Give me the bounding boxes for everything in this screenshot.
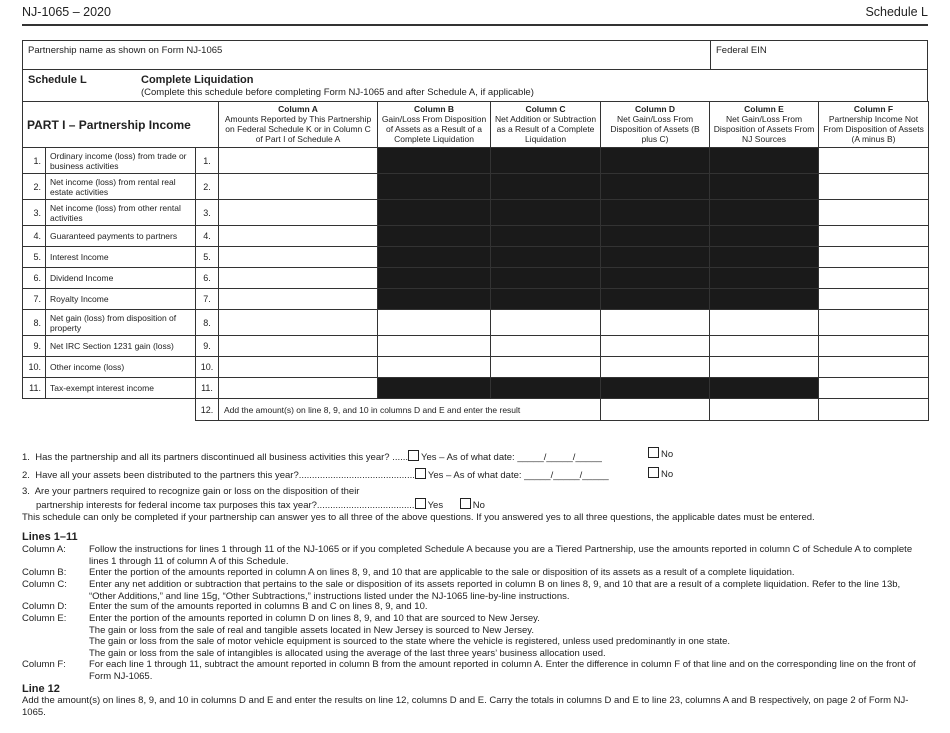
schedule-title: Complete Liquidation — [141, 74, 254, 86]
column-f-header: Column F Partnership Income Not From Disposition of Assets (A minus B) — [819, 102, 929, 148]
column-c-cell — [491, 289, 601, 310]
column-b-cell — [378, 268, 491, 289]
instruction-column-a: Column A: Follow the instructions for lines 1 through 11 of the NJ-1065 or if you completed Schedule A because you are a Tiered Partnership, use the amounts reported in column C of Schedule A to complete lines 1 through 11 of column A of this Schedule. — [22, 544, 913, 567]
line-label: Net IRC Section 1231 gain (loss) — [46, 336, 196, 357]
instruction-column-c: Column C: Enter any net addition or subtraction that pertains to the sale or disposition of its assets reported in column B on lines 8, 9, and 10 that are a result of a complete liquidation. Refer to the line 13b, “Other Additions,” and line 15g, “Other Subtractions,” instructions listed under the NJ-1065 line-by-line instructions. — [22, 579, 901, 602]
line-12-row — [23, 399, 929, 421]
line-number-box: 1. — [196, 148, 219, 174]
column-a-cell[interactable] — [219, 378, 378, 399]
column-d-cell — [601, 174, 710, 200]
q1-no-checkbox[interactable] — [648, 447, 659, 458]
column-e-cell — [710, 378, 819, 399]
column-f-cell[interactable] — [819, 357, 929, 378]
line-12-heading: Line 12 — [22, 683, 60, 695]
line-label: Other income (loss) — [46, 357, 196, 378]
column-d-cell — [601, 268, 710, 289]
column-e-cell — [710, 200, 819, 226]
q2-yes-checkbox[interactable] — [415, 468, 426, 479]
column-a-cell[interactable] — [219, 148, 378, 174]
part-title: PART I – Partnership Income — [23, 102, 219, 148]
column-e-cell — [710, 289, 819, 310]
header-name-row — [22, 40, 928, 69]
column-e-cell — [710, 268, 819, 289]
instruction-column-d: Column D: Enter the sum of the amounts reported in columns B and C on lines 8, 9, and 10. — [22, 601, 428, 612]
federal-ein-field[interactable]: Federal EIN — [710, 41, 929, 69]
column-f-cell[interactable] — [819, 336, 929, 357]
line-row — [23, 336, 929, 357]
line-12-column-f[interactable] — [819, 399, 929, 421]
line-label: Royalty Income — [46, 289, 196, 310]
column-e-header: Column E Net Gain/Loss From Disposition of Assets From NJ Sources — [710, 102, 819, 148]
line-label: Dividend Income — [46, 268, 196, 289]
column-a-cell[interactable] — [219, 268, 378, 289]
line-number-box: 11. — [196, 378, 219, 399]
schedule-note: (Complete this schedule before completing Form NJ-1065 and after Schedule A, if applicable) — [141, 87, 534, 98]
column-f-cell[interactable] — [819, 148, 929, 174]
line-row — [23, 310, 929, 336]
column-b-cell — [378, 148, 491, 174]
line-row — [23, 268, 929, 289]
line-number: 9. — [23, 336, 46, 357]
instruction-column-b: Column B: Enter the portion of the amounts reported in column A on lines 8, 9, and 10 that are applicable to the sale or disposition of its assets as a result of a complete liquidation. — [22, 567, 795, 578]
column-c-cell[interactable] — [491, 310, 601, 336]
q2-no-checkbox[interactable] — [648, 467, 659, 478]
line-number: 8. — [23, 310, 46, 336]
lines-1-11-heading: Lines 1–11 — [22, 531, 78, 543]
column-f-cell[interactable] — [819, 200, 929, 226]
column-c-cell — [491, 174, 601, 200]
column-c-cell — [491, 200, 601, 226]
schedule-label: Schedule L — [28, 74, 87, 86]
line-label: Net income (loss) from rental real estate activities — [46, 174, 196, 200]
line-number-box: 8. — [196, 310, 219, 336]
line-number-box: 3. — [196, 200, 219, 226]
column-d-cell — [601, 200, 710, 226]
top-rule — [22, 24, 928, 26]
instruction-column-e: Column E: Enter the portion of the amounts reported in column D on lines 8, 9, and 10 that are sourced to New Jersey. The gain or loss from the sale of real and tangible assets located in New Jersey is sourced to New Jersey. The gain or loss from the sale of motor vehicle equipment is sourced to the state where the vehicle is registered, unless used predominantly in one state. The gain or loss from the sale of intangibles is allocated using the average of the last three years’ business allocation used. — [22, 613, 731, 659]
instruction-line-12: Add the amount(s) on lines 8, 9, and 10 in columns D and E and enter the results on line 12, columns D and E. Carry the totals in columns D and E to line 23, columns A and B respectively, on page 2 of Form NJ-1065. — [22, 695, 909, 718]
column-b-cell — [378, 247, 491, 268]
line-number: 3. — [23, 200, 46, 226]
column-c-cell[interactable] — [491, 336, 601, 357]
line-number-box: 9. — [196, 336, 219, 357]
column-a-cell[interactable] — [219, 247, 378, 268]
column-f-cell[interactable] — [819, 310, 929, 336]
question-2: 2. Have all your assets been distributed to the partners this year?............................................ Yes – As of what date: _____/_____/_____ — [22, 470, 609, 481]
schedule-tag: Schedule L — [865, 5, 928, 19]
column-d-cell — [601, 247, 710, 268]
form-id: NJ-1065 – 2020 — [22, 5, 111, 19]
line-number: 11. — [23, 378, 46, 399]
instruction-column-f: Column F: For each line 1 through 11, subtract the amount reported in column B from the amount reported in column A. Enter the difference in column F of that line and on the corresponding line on the front of Form NJ-1065. — [22, 659, 916, 682]
column-e-cell — [710, 174, 819, 200]
column-c-header: Column C Net Addition or Subtraction as a Result of a Complete Liquidation — [491, 102, 601, 148]
column-f-cell[interactable] — [819, 247, 929, 268]
column-b-cell[interactable] — [378, 357, 491, 378]
line-label: Interest Income — [46, 247, 196, 268]
column-a-cell[interactable] — [219, 310, 378, 336]
column-b-header: Column B Gain/Loss From Disposition of Assets as a Result of a Complete Liquidation — [378, 102, 491, 148]
column-e-cell[interactable] — [710, 357, 819, 378]
question-1: 1. Has the partnership and all its partners discontinued all business activities this year? ...... Yes – As of what date: _____/_____/_____ — [22, 452, 602, 463]
line-row — [23, 289, 929, 310]
column-b-cell — [378, 226, 491, 247]
line-label: Guaranteed payments to partners — [46, 226, 196, 247]
line-row — [23, 200, 929, 226]
question-3: 3. Are your partners required to recognize gain or loss on the disposition of their partnership interests for federal income tax purposes this tax year?..................................... Yes No — [22, 486, 485, 511]
schedule-header — [22, 69, 928, 101]
column-f-cell[interactable] — [819, 174, 929, 200]
line-number-box: 7. — [196, 289, 219, 310]
column-a-cell[interactable] — [219, 226, 378, 247]
line-number-box: 10. — [196, 357, 219, 378]
column-d-cell — [601, 289, 710, 310]
line-label: Tax-exempt interest income — [46, 378, 196, 399]
line-row — [23, 148, 929, 174]
line-number-box: 6. — [196, 268, 219, 289]
column-c-cell — [491, 226, 601, 247]
q2-no-option: No — [648, 467, 673, 481]
column-d-cell[interactable] — [601, 310, 710, 336]
column-c-cell — [491, 378, 601, 399]
column-f-cell[interactable] — [819, 268, 929, 289]
partnership-name-field[interactable]: Partnership name as shown on Form NJ-1065 — [28, 45, 223, 56]
column-e-cell[interactable] — [710, 310, 819, 336]
column-c-cell — [491, 268, 601, 289]
line-label: Net income (loss) from other rental activities — [46, 200, 196, 226]
column-a-cell[interactable] — [219, 336, 378, 357]
column-b-cell — [378, 378, 491, 399]
column-d-cell[interactable] — [601, 357, 710, 378]
line-row — [23, 226, 929, 247]
column-b-cell — [378, 289, 491, 310]
line-12-column-e[interactable] — [710, 399, 819, 421]
line-row — [23, 378, 929, 399]
line-number-box: 5. — [196, 247, 219, 268]
line-12-column-d[interactable] — [601, 399, 710, 421]
eligibility-note: This schedule can only be completed if your partnership can answer yes to all three of the above questions. If you answered yes to all three questions, the applicable dates must be entered. — [22, 512, 815, 523]
column-f-cell[interactable] — [819, 289, 929, 310]
column-e-cell — [710, 226, 819, 247]
column-d-cell — [601, 378, 710, 399]
q1-no-option: No — [648, 447, 673, 461]
line-number-box: 4. — [196, 226, 219, 247]
line-number: 10. — [23, 357, 46, 378]
line-number: 6. — [23, 268, 46, 289]
line-label: Ordinary income (loss) from trade or business activities — [46, 148, 196, 174]
column-c-cell — [491, 148, 601, 174]
line-12-label: Add the amount(s) on line 8, 9, and 10 in columns D and E and enter the result — [219, 399, 601, 421]
column-b-cell[interactable] — [378, 310, 491, 336]
line-row — [23, 247, 929, 268]
line-number: 5. — [23, 247, 46, 268]
column-d-cell — [601, 226, 710, 247]
column-a-cell[interactable] — [219, 289, 378, 310]
line-12-number: 12. — [196, 399, 219, 421]
column-f-cell[interactable] — [819, 226, 929, 247]
q3-no-checkbox[interactable] — [460, 498, 471, 509]
column-d-cell — [601, 148, 710, 174]
column-f-cell[interactable] — [819, 378, 929, 399]
line-number: 2. — [23, 174, 46, 200]
column-e-cell — [710, 247, 819, 268]
column-a-cell[interactable] — [219, 174, 378, 200]
column-a-cell[interactable] — [219, 357, 378, 378]
line-number: 1. — [23, 148, 46, 174]
line-12-spacer — [23, 399, 196, 421]
line-number: 4. — [23, 226, 46, 247]
line-label: Net gain (loss) from disposition of property — [46, 310, 196, 336]
column-b-cell[interactable] — [378, 336, 491, 357]
column-a-header: Column A Amounts Reported by This Partnership on Federal Schedule K or in Column C of Part I of Schedule A — [219, 102, 378, 148]
column-e-cell — [710, 148, 819, 174]
table-header-row — [23, 102, 929, 148]
column-e-cell[interactable] — [710, 336, 819, 357]
q1-yes-checkbox[interactable] — [408, 450, 419, 461]
column-b-cell — [378, 200, 491, 226]
line-number: 7. — [23, 289, 46, 310]
line-number-box: 2. — [196, 174, 219, 200]
q3-yes-checkbox[interactable] — [415, 498, 426, 509]
column-d-cell[interactable] — [601, 336, 710, 357]
income-table — [22, 101, 929, 421]
column-c-cell[interactable] — [491, 357, 601, 378]
line-row — [23, 174, 929, 200]
line-row — [23, 357, 929, 378]
column-b-cell — [378, 174, 491, 200]
column-c-cell — [491, 247, 601, 268]
column-a-cell[interactable] — [219, 200, 378, 226]
column-d-header: Column D Net Gain/Loss From Disposition of Assets (B plus C) — [601, 102, 710, 148]
